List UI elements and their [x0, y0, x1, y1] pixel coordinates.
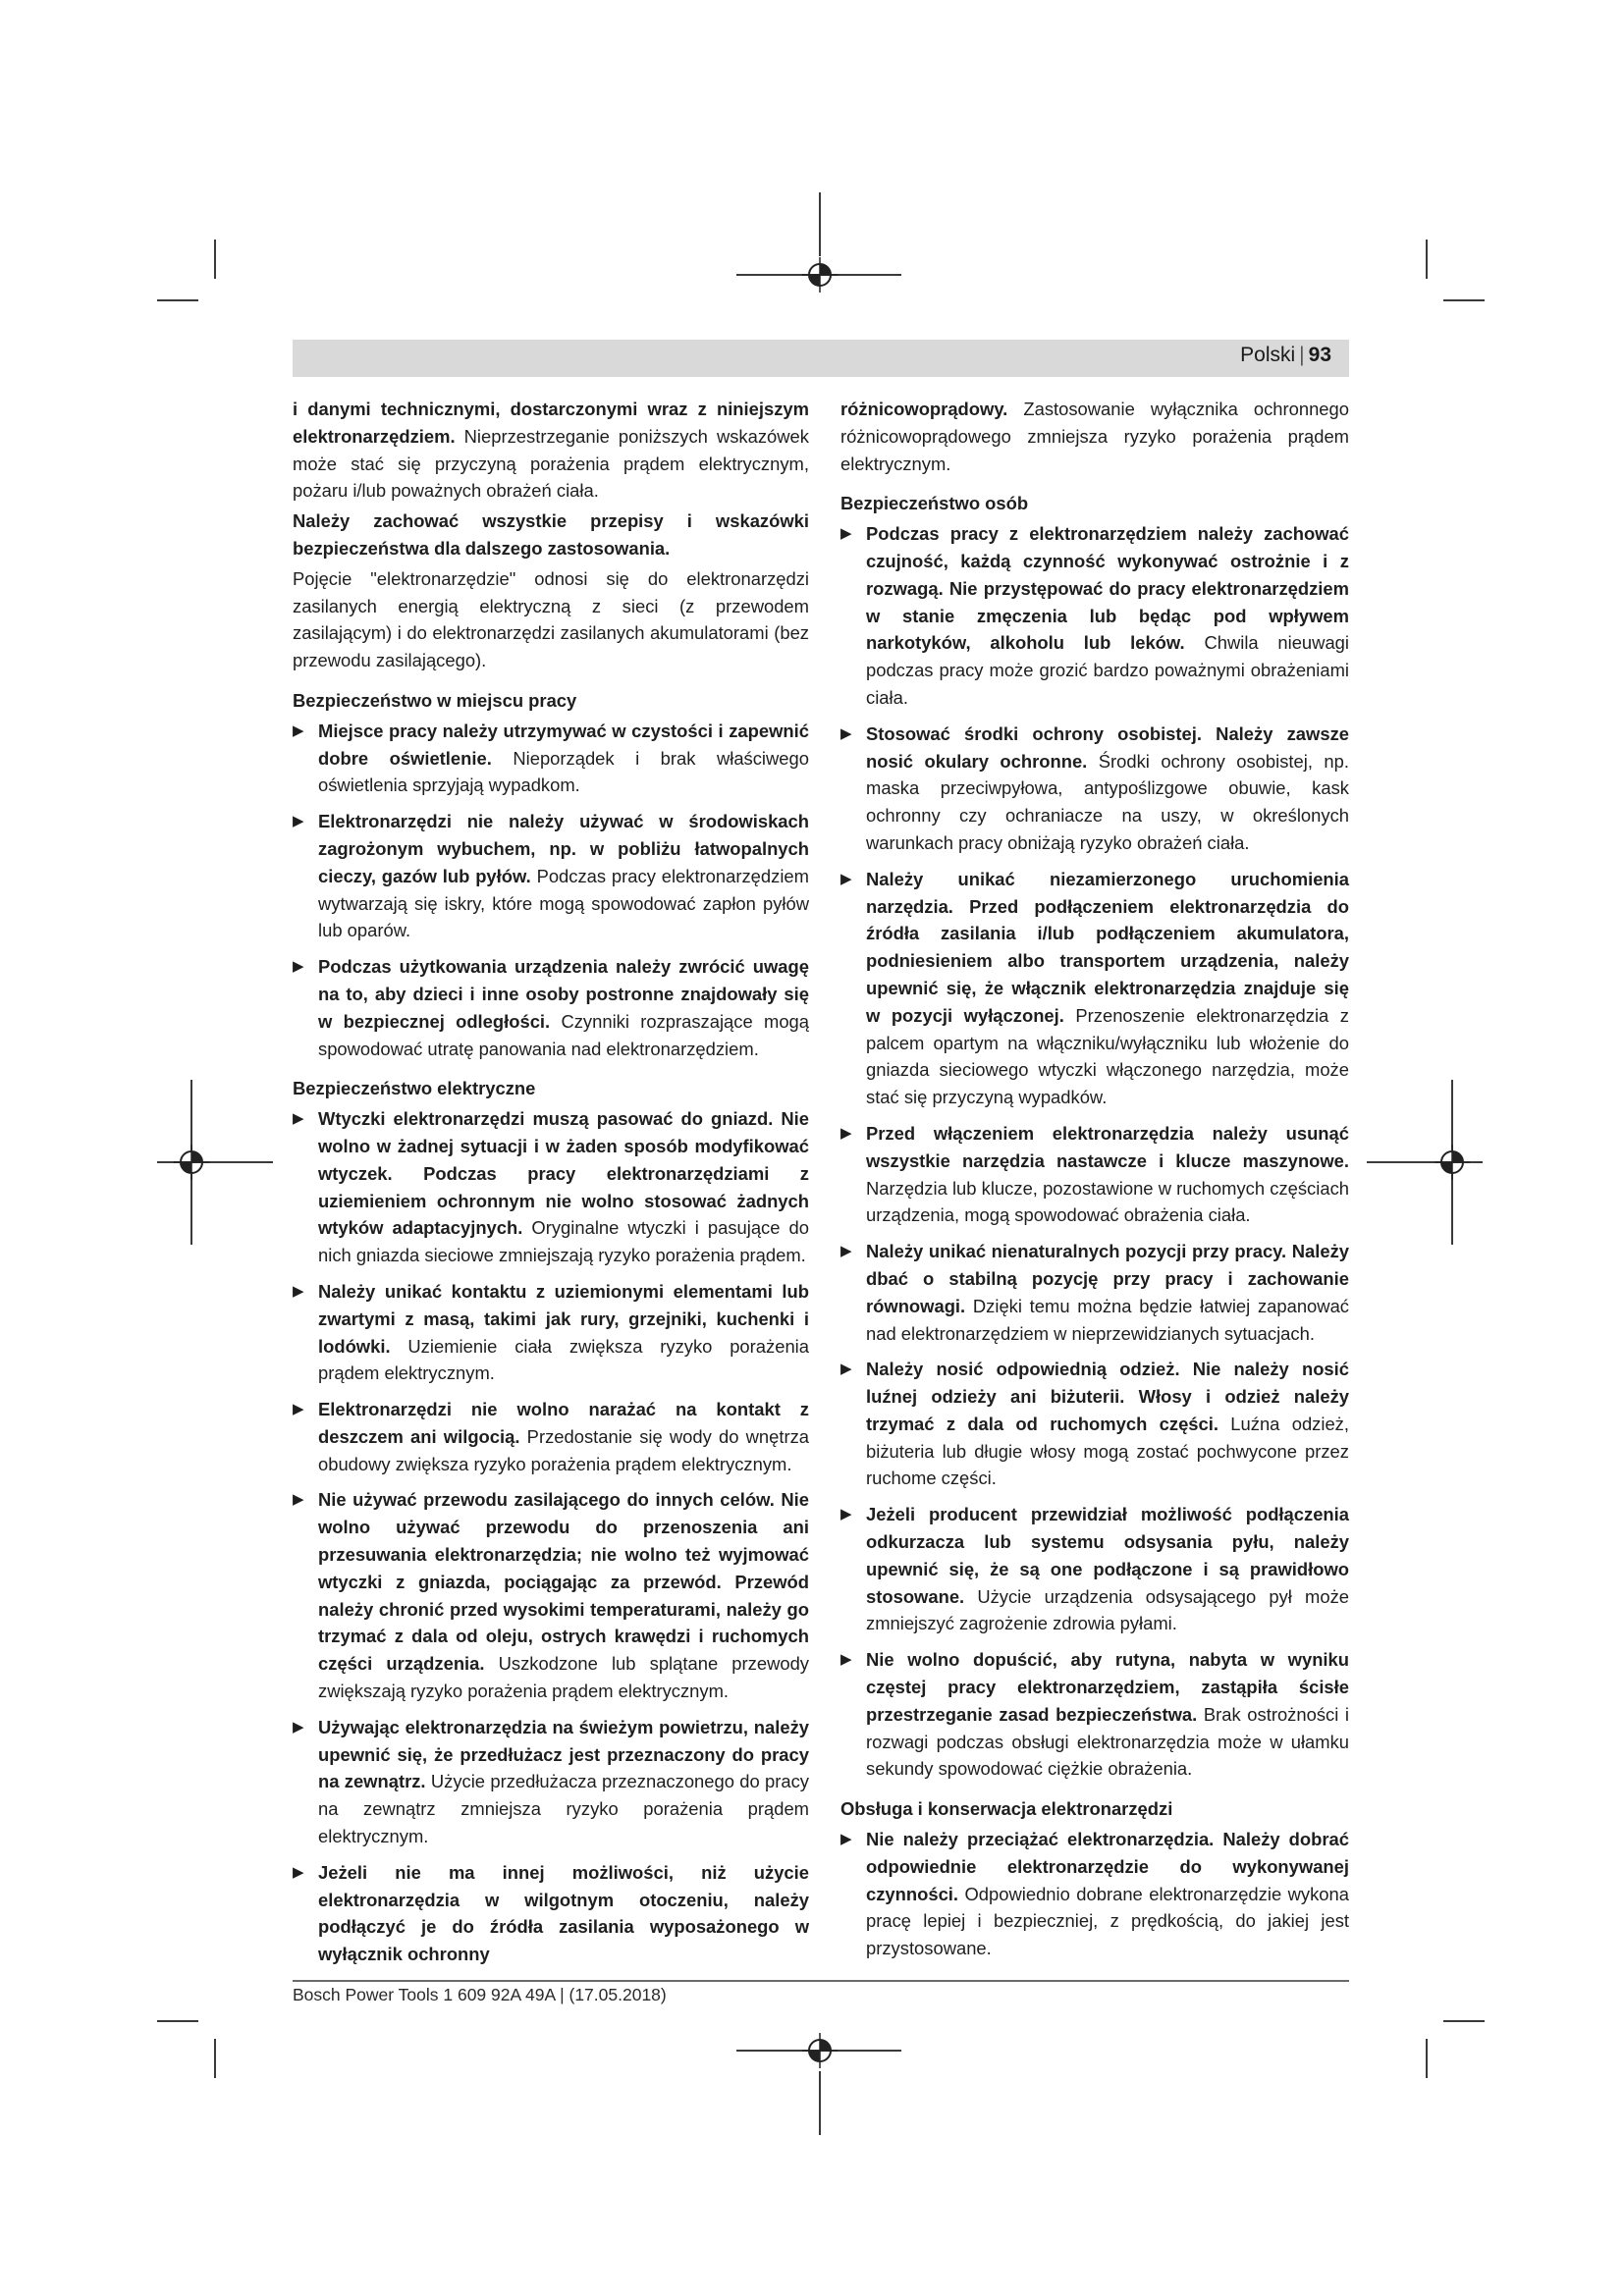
bullet-arrow-icon: ▶ [293, 1401, 304, 1418]
bullet-arrow-icon: ▶ [293, 958, 304, 976]
crop-mark [1443, 299, 1485, 301]
crop-mark [157, 2020, 198, 2022]
electrical-list [293, 1105, 809, 1968]
intro-paragraph [293, 396, 809, 505]
list-item [293, 1105, 809, 1269]
crop-mark [819, 2071, 821, 2135]
item-text: Luźna odzież, biżuteria lub długie włosy mogą zostać pochwycone przez ruchome części. [866, 1413, 1349, 1489]
item-bold: Należy unikać nienaturalnych pozycji przy pracy. Należy dbać o stabilną pozycję przy pracy i zachowanie równowagi. [866, 1241, 1349, 1316]
item-text: Chwila nieuwagi podczas pracy może grozić bardzo poważnymi obrażeniami ciała. [866, 632, 1349, 708]
registration-target-icon [172, 1143, 211, 1182]
item-bold: Elektronarzędzi nie należy używać w środowiskach zagrożonym wybuchem, np. w pobliżu łatwopalnych cieczy, gazów lub pyłów. [318, 811, 809, 886]
item-text: Przenoszenie elektronarzędzia z palcem opartym na włączniku/wyłączniku lub włożenie do gniazda sieciowego wtyczki włączonego narzędzia, może stać się przyczyną wypadków. [866, 1004, 1349, 1108]
bullet-arrow-icon: ▶ [293, 1491, 304, 1509]
item-text: Narzędzia lub klucze, pozostawione w ruchomych częściach urządzenia, mogą spowodować obrażenia ciała. [866, 1177, 1349, 1226]
registration-target-icon [800, 2031, 839, 2070]
crop-mark [157, 299, 198, 301]
item-bold: Należy nosić odpowiednią odzież. Nie należy nosić luźnej odzieży ani biżuterii. Włosy i odzież należy trzymać z dala od ruchomych części. [866, 1359, 1349, 1434]
list-item [293, 1714, 809, 1850]
crop-mark [214, 240, 216, 279]
item-text: Oryginalne wtyczki i pasujące do nich gniazda sieciowe zmniejszają ryzyko porażenia prądem. [318, 1217, 809, 1266]
right-column [840, 396, 1349, 1971]
continuation-text: Zastosowanie wyłącznika ochronnego różnicowoprądowego zmniejsza ryzyko porażenia prądem elektrycznym. [840, 399, 1349, 474]
item-bold: Nie wolno dopuścić, aby rutyna, nabyta w wyniku częstej pracy elektronarzędziem, zastąpiła ścisłe przestrzeganie zasad bezpieczeństwa. [866, 1649, 1349, 1725]
crop-mark [1426, 2039, 1428, 2078]
list-item [293, 808, 809, 944]
bullet-arrow-icon: ▶ [840, 1831, 852, 1848]
list-item [840, 866, 1349, 1111]
item-bold: Należy unikać kontaktu z uziemionymi elementami lub zwartymi z masą, takimi jak rury, grzejniki, kuchenki i lodówki. [318, 1280, 809, 1357]
page-header [1240, 344, 1331, 367]
item-text: Czynniki rozpraszające mogą spowodować utratę panowania nad elektronarzędziem. [318, 1010, 809, 1059]
keep-instructions: Należy zachować wszystkie przepisy i wskazówki bezpieczeństwa dla dalszego zastosowania. [293, 510, 809, 559]
section-heading-electrical: Bezpieczeństwo elektryczne [293, 1078, 536, 1099]
item-bold: Jeżeli nie ma innej możliwości, niż użycie elektronarzędzia w wilgotnym otoczeniu, należy podłączyć je do źródła zasilania wyposażonego w wyłącznik ochronny [318, 1861, 809, 1965]
list-item [293, 1486, 809, 1704]
header-language: Polski [1240, 344, 1296, 366]
item-bold: Używając elektronarzędzia na świeżym powietrzu, należy upewnić się, że przedłużacz jest przeznaczony do pracy na zewnątrz. [318, 1716, 809, 1792]
intro-bold: i danymi technicznymi, dostarczonymi wraz z niniejszym elektronarzędziem. [293, 399, 809, 447]
item-bold: Przed włączeniem elektronarzędzia należy usunąć wszystkie narzędzia nastawcze i klucze maszynowe. [866, 1122, 1349, 1171]
bullet-arrow-icon: ▶ [840, 525, 852, 543]
bullet-arrow-icon: ▶ [293, 1110, 304, 1128]
item-bold: Nie należy przeciążać elektronarzędzia. Należy dobrać odpowiednie elektronarzędzie do wykonywanej czynności. [866, 1829, 1349, 1904]
item-bold: Elektronarzędzi nie wolno narażać na kontakt z deszczem ani wilgocią. [318, 1399, 809, 1447]
list-item [840, 1356, 1349, 1492]
registration-target-icon [1433, 1143, 1472, 1182]
page-number: 93 [1308, 344, 1331, 366]
item-bold: Stosować środki ochrony osobistej. Należy zawsze nosić okulary ochronne. [866, 722, 1349, 772]
item-bold: Wtyczki elektronarzędzi muszą pasować do gniazd. Nie wolno w żadnej sytuacji i w żaden sposób modyfikować wtyczek. Podczas pracy elektronarzędziami z uziemieniem ochronnym nie wolno stosować żadnych wtyków adaptacyjnych. [318, 1108, 809, 1239]
list-item [293, 953, 809, 1062]
item-text: Użycie urządzenia odsysającego pył może zmniejszyć zagrożenie zdrowia pyłami. [866, 1585, 1349, 1634]
item-text: Podczas pracy elektronarzędziem wytwarzają się iskry, które mogą spowodować zapłon pyłów lub oparów. [318, 865, 809, 941]
bullet-arrow-icon: ▶ [293, 1718, 304, 1735]
maintenance-list [840, 1826, 1349, 1962]
item-bold: Nie używać przewodu zasilającego do innych celów. Nie wolno używać przewodu do przenoszenia ani przesuwania elektronarzędzia; nie wolno też wyjmować wtyczki z gniazda, pociągając za przewód. Przewód należy chronić przed wysokimi temperaturami, należy go trzymać z dala od oleju, ostrych krawędzi i ruchomych części urządzenia. [318, 1489, 809, 1675]
item-text: Uszkodzone lub splątane przewody zwiększają ryzyko porażenia prądem elektrycznym. [318, 1653, 809, 1702]
intro-text: Nieprzestrzeganie poniższych wskazówek może stać się przyczyną porażenia prądem elektrycznym, pożaru i/lub poważnych obrażeń ciała. [293, 425, 809, 502]
continuation-bold: różnicowoprądowy. [840, 399, 1008, 419]
item-bold: Podczas pracy z elektronarzędziem należy zachować czujność, każdą czynność wykonywać ostrożnie i z rozwagą. Nie przystępować do pracy elektronarzędziem w stanie zmęczenia lub będąc pod wpływem narkotyków, alkoholu lub leków. [866, 523, 1349, 654]
item-text: Uziemienie ciała zwiększa ryzyko porażenia prądem elektrycznym. [318, 1335, 809, 1384]
list-item [293, 718, 809, 799]
bullet-arrow-icon: ▶ [840, 1506, 852, 1523]
list-item [840, 1646, 1349, 1783]
list-item [840, 1238, 1349, 1347]
bullet-arrow-icon: ▶ [840, 1243, 852, 1260]
item-text: Nieporządek i brak właściwego oświetlenia sprzyjają wypadkom. [318, 747, 809, 796]
crop-mark [1451, 1174, 1453, 1245]
bullet-arrow-icon: ▶ [293, 721, 304, 739]
list-item [293, 1859, 809, 1968]
item-bold: Podczas użytkowania urządzenia należy zwrócić uwagę na to, aby dzieci i inne osoby postronne znajdowały się w bezpiecznej odległości. [318, 956, 809, 1032]
list-item [840, 1120, 1349, 1229]
continuation-paragraph [840, 396, 1349, 477]
item-text: Użycie przedłużacza przeznaczonego do pracy na zewnątrz zmniejsza ryzyko porażenia prądem elektrycznym. [318, 1771, 809, 1847]
item-text: Odpowiednio dobrane elektronarzędzie wykona pracę lepiej i bezpieczniej, z prędkością, do jakiej jest przystosowane. [866, 1883, 1349, 1959]
item-bold: Miejsce pracy należy utrzymywać w czystości i zapewnić dobre oświetlenie. [318, 720, 809, 769]
item-bold: Należy unikać niezamierzonego uruchomienia narzędzia. Przed podłączeniem elektronarzędzia do źródła zasilania i/lub podłączeniem akumulatora, podniesieniem albo transportem urządzenia, należy upewnić się, że włącznik elektronarzędzia znajduje się w pozycji wyłączonej. [866, 868, 1349, 1026]
item-bold: Jeżeli producent przewidział możliwość podłączenia odkurzacza lub systemu odsysania pyłu, należy upewnić się, że są one podłączone i są prawidłowo stosowane. [866, 1504, 1349, 1607]
registration-target-icon [800, 255, 839, 294]
item-text: Brak ostrożności i rozwagi podczas obsługi elektronarzędzia może w ułamku sekundy spowodować ciężkie obrażenia. [866, 1703, 1349, 1780]
workplace-list [293, 718, 809, 1063]
item-text: Przedostanie się wody do wnętrza obudowy zwiększa ryzyko porażenia prądem elektrycznym. [318, 1425, 809, 1474]
bullet-arrow-icon: ▶ [293, 1282, 304, 1300]
bullet-arrow-icon: ▶ [840, 1124, 852, 1142]
section-heading-workplace: Bezpieczeństwo w miejscu pracy [293, 689, 577, 711]
crop-mark [214, 2039, 216, 2078]
bullet-arrow-icon: ▶ [840, 724, 852, 742]
list-item [293, 1278, 809, 1387]
footer-text: Bosch Power Tools 1 609 92A 49A | (17.05.2018) [293, 1985, 667, 2004]
section-heading-maintenance: Obsługa i konserwacja elektronarzędzi [840, 1798, 1173, 1820]
header-separator: | [1299, 344, 1305, 366]
footer-rule [293, 1980, 1349, 1982]
list-item [840, 1501, 1349, 1637]
bullet-arrow-icon: ▶ [840, 1361, 852, 1378]
header-bar [293, 340, 1349, 377]
personal-list [840, 520, 1349, 1783]
list-item [293, 1396, 809, 1477]
list-item [840, 1826, 1349, 1962]
left-column [293, 396, 809, 1977]
item-text: Środki ochrony osobistej, np. maska przeciwpyłowa, antypoślizgowe obuwie, kask ochronny czy ochraniacze na uszy, w określonych warunkach pracy obniżają ryzyko obrażeń ciała. [866, 750, 1349, 853]
list-item [840, 721, 1349, 857]
bullet-arrow-icon: ▶ [293, 813, 304, 830]
bullet-arrow-icon: ▶ [293, 1863, 304, 1881]
crop-mark [190, 1080, 192, 1150]
crop-mark [819, 192, 821, 256]
crop-mark [1443, 2020, 1485, 2022]
definition-paragraph: Pojęcie "elektronarzędzie" odnosi się do elektronarzędzi zasilanych energią elektryczną z sieci (z przewodem zasilającym) i do elektronarzędzi zasilanych akumulatorami (bez przewodu zasilającego). [293, 567, 809, 671]
bullet-arrow-icon: ▶ [840, 870, 852, 887]
crop-mark [1426, 240, 1428, 279]
bullet-arrow-icon: ▶ [840, 1651, 852, 1669]
crop-mark [190, 1174, 192, 1245]
crop-mark [1451, 1080, 1453, 1150]
list-item [840, 520, 1349, 712]
section-heading-personal: Bezpieczeństwo osób [840, 493, 1029, 514]
item-text: Dzięki temu można będzie łatwiej zapanować nad elektronarzędziem w nieprzewidzianych sytuacjach. [866, 1295, 1349, 1344]
